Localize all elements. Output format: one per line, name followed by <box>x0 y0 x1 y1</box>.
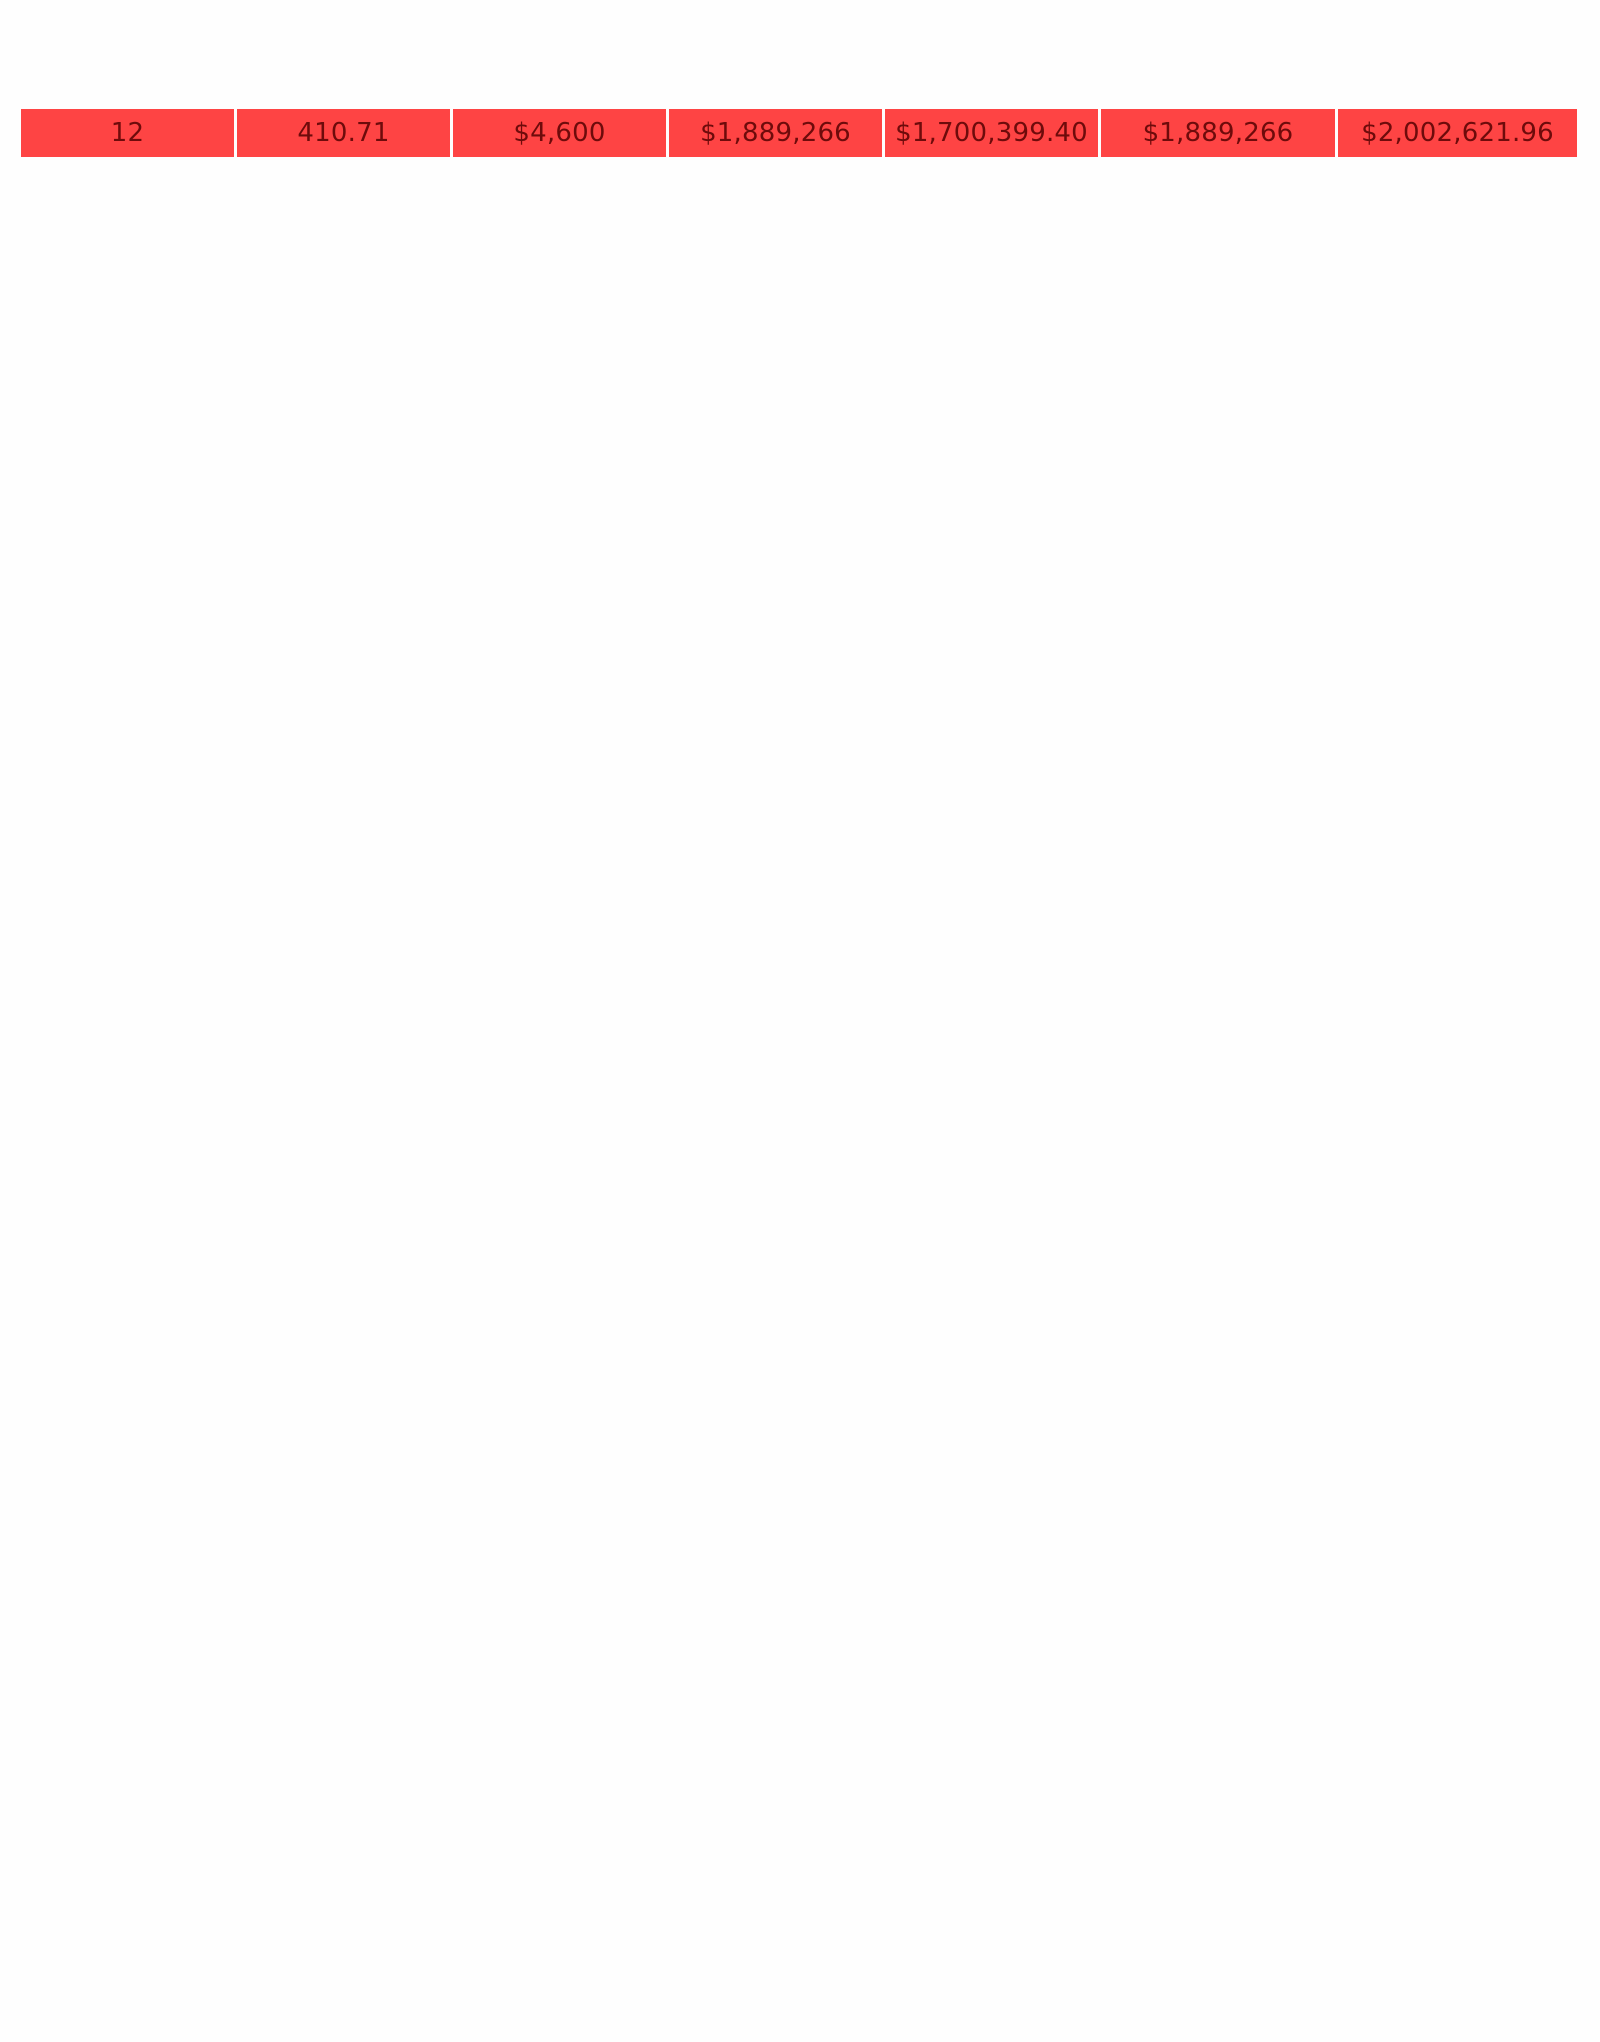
table-cell: $1,889,266 <box>1101 109 1335 157</box>
table-cell: 410.71 <box>237 109 450 157</box>
table-cell: $4,600 <box>453 109 666 157</box>
table-cell: $1,700,399.40 <box>885 109 1098 157</box>
table-cell: $2,002,621.96 <box>1338 109 1577 157</box>
table-row <box>21 109 1580 157</box>
table-cell: $1,889,266 <box>669 109 882 157</box>
table-cell: 12 <box>21 109 234 157</box>
